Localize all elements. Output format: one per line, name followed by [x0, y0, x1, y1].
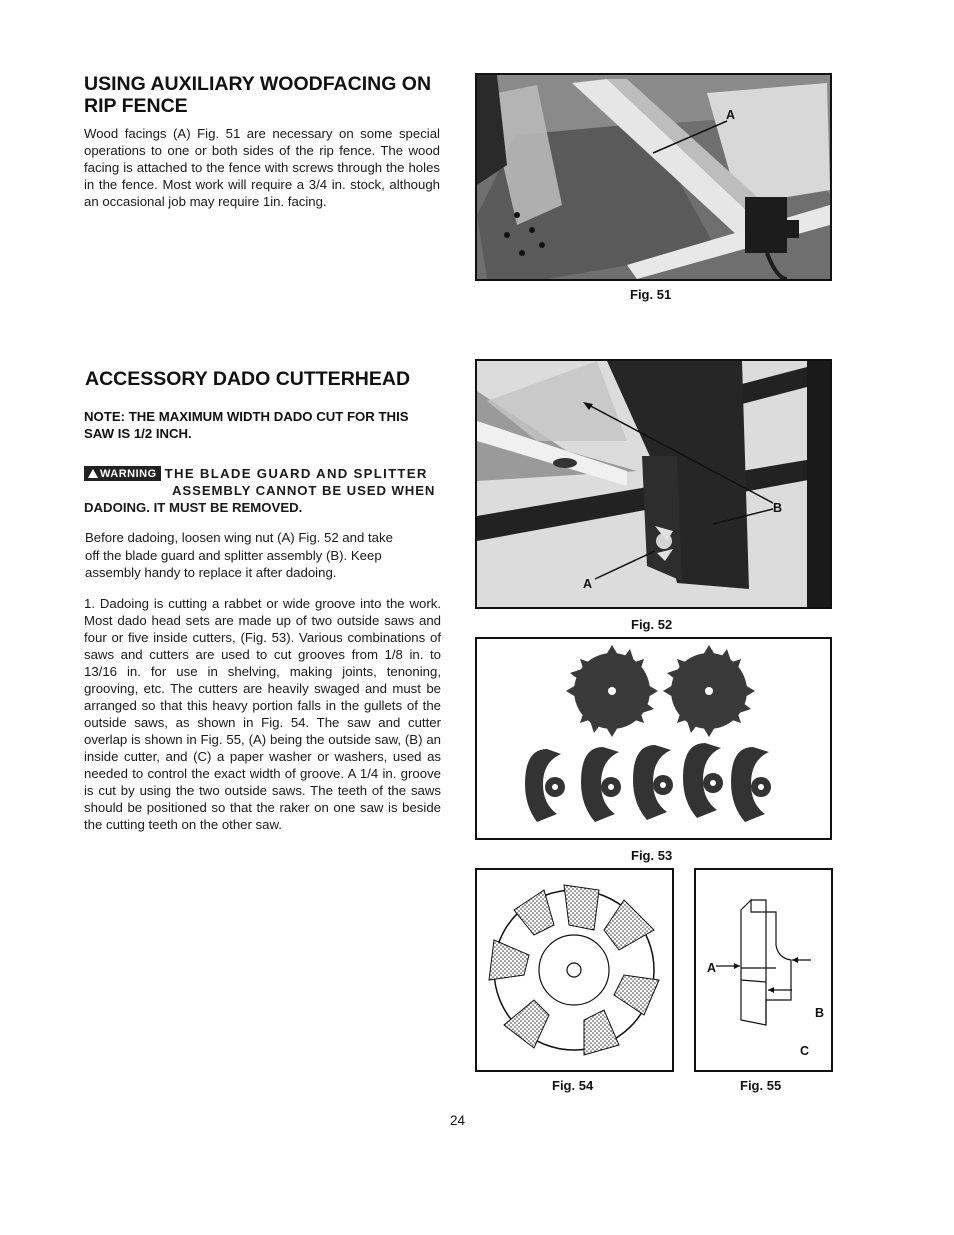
fig55-callout-b: B	[815, 1006, 825, 1020]
figure-54-drawing	[475, 868, 674, 1072]
fig53-caption: Fig. 53	[631, 848, 673, 863]
section-title-line1: USING AUXILIARY WOODFACING ON	[84, 73, 432, 95]
page-number: 24	[450, 1113, 466, 1128]
fig52-callout-a: A	[583, 577, 593, 591]
warning-block	[84, 465, 440, 516]
note-line1: NOTE: THE MAXIMUM WIDTH DADO CUT FOR THIS	[84, 409, 409, 424]
warning-line2: ASSEMBLY CANNOT BE USED WHEN	[172, 483, 436, 498]
fig54-caption: Fig. 54	[552, 1078, 594, 1093]
note-line2: SAW IS 1/2 INCH.	[84, 426, 192, 441]
intro-line2: off the blade guard and splitter assembly (B). Keep	[85, 547, 382, 563]
intro-line3: assembly handy to replace it after dadoing.	[85, 565, 337, 580]
warning-line1: THE BLADE GUARD AND SPLITTER	[164, 466, 428, 481]
figure-52-photo	[475, 359, 832, 609]
fig52-callout-b: B	[773, 501, 783, 515]
fig55-caption: Fig. 55	[740, 1078, 782, 1093]
max-width-note	[84, 408, 444, 442]
section-title-dado: ACCESSORY DADO CUTTERHEAD	[85, 368, 411, 390]
warning-line3: DADOING. IT MUST BE REMOVED.	[84, 500, 303, 515]
dado-intro-paragraph	[85, 529, 441, 582]
woodfacing-paragraph: Wood facings (A) Fig. 51 are necessary on some special operations to one or both sides of the rip fence. The wood facing is attached to the fence with screws through the holes in the fence. Most work will require a 3/4 in. stock, although an occasional job may require 1in. facing.	[84, 126, 440, 209]
fig52-caption: Fig. 52	[631, 617, 673, 632]
fig51-callout-a: A	[726, 108, 736, 122]
section-title-line2: RIP FENCE	[84, 95, 188, 117]
warning-badge-label: WARNING	[100, 468, 157, 480]
intro-line1: Before dadoing, loosen wing nut (A) Fig. 52 and take	[85, 530, 393, 545]
figure-51-photo	[475, 73, 832, 281]
section-title-woodfacing	[84, 73, 454, 117]
dadoing-paragraph: 1. Dadoing is cutting a rabbet or wide groove into the work. Most dado head sets are made up of two outside saws and four or five inside cutters, (Fig. 53). Various combinations of saws and cutters are used to cut grooves from 1/8 in. to 13/16 in. for use in shelving, making joints, tenoning, grooving, etc. The cutters are heavily swaged and must be arranged so that this heavy portion falls in the gullets of the outside saws, as shown in Fig. 54. The saw and cutter overlap is shown in Fig. 55, (A) being the outside saw, (B) an inside cutter, and (C) a paper washer or washers, used as needed to control the exact width of groove. A 1/4 in. groove is cut by using the two outside saws. The teeth of the saws should be positioned so that the raker on one saw is beside the cutting teeth on the other saw.	[84, 596, 441, 832]
fig51-caption: Fig. 51	[630, 287, 672, 302]
figure-53-photo	[475, 637, 832, 840]
warning-triangle-icon	[88, 469, 98, 478]
fig55-callout-a: A	[707, 961, 717, 975]
fig55-callout-c: C	[800, 1044, 810, 1058]
warning-badge	[84, 466, 161, 481]
